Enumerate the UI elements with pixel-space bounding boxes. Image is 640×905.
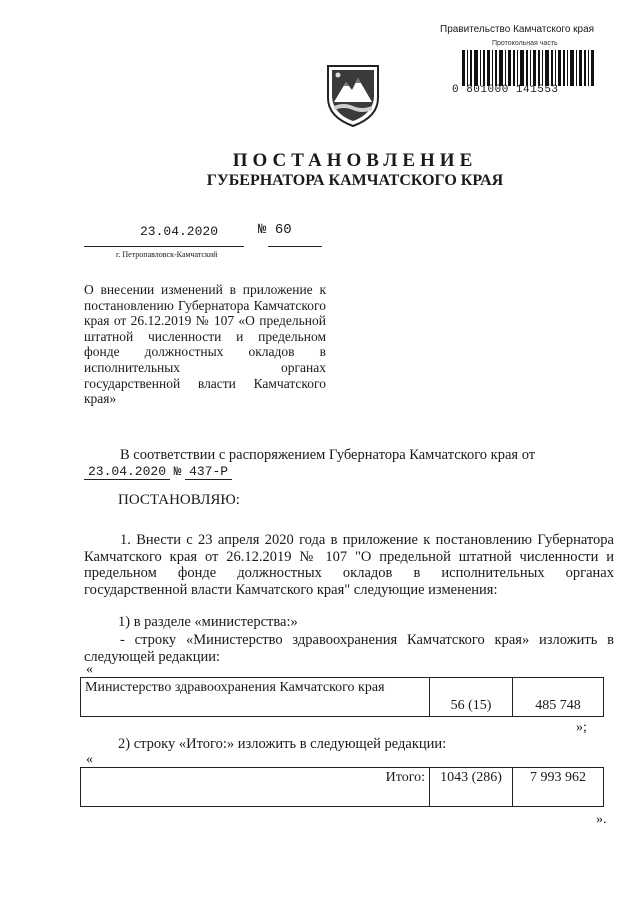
reference-number: 437-Р [185,464,232,480]
table-cell-staff: 1043 (286) [430,768,513,807]
date-underline [84,246,244,247]
open-quote-2: « [86,752,93,767]
document-number [258,222,292,238]
barcode-icon [462,50,594,86]
intro-paragraph: В соответствии с распоряжением Губернатора Камчатского края от [120,447,536,463]
document-subject: О внесении изменений в приложение к постановлению Губернатора Камчатского края от 26.12.2019 № 107 «О предельной штатной численности и предельном фонде должностных окладов в исполнительных органах государственной власти Камчатского края» [84,282,326,407]
document-subtitle: ГУБЕРНАТОРА КАМЧАТСКОГО КРАЯ [206,172,504,189]
table-cell-label: Итого: [81,768,430,807]
table-cell-staff: 56 (15) [430,678,513,717]
reference-line [84,463,232,480]
stamp-organization: Правительство Камчатского края [440,24,595,35]
decree-heading: ПОСТАНОВЛЯЮ: [118,492,240,508]
table-cell-name: Министерство здравоохранения Камчатского края [81,678,430,717]
number-value: 60 [274,222,292,238]
city: г. Петропавловск-Камчатский [116,250,218,259]
close-quote-1: »; [576,720,587,735]
number-prefix: № [258,222,267,238]
document-title: ПОСТАНОВЛЕНИЕ [232,150,478,171]
table-ministry [80,677,604,717]
number-underline [268,246,322,247]
item-1: 1. Внести с 23 апреля 2020 года в приложение к постановлению Губернатора Камчатского края от 26.12.2019 № 107 "О предельной штатной численности и предельном фонде должностных окладов в исполнительных органах государственной власти Камчатского края" следующие изменения: [84,532,614,598]
kamchatka-coat-of-arms-icon [324,62,382,128]
subitem-1-line: - строку «Министерство здравоохранения Камчатского края» изложить в следующей редакции: [84,632,614,665]
subitem-1: 1) в разделе «министерства:» [118,614,298,630]
subitem-2: 2) строку «Итого:» изложить в следующей редакции: [118,736,447,752]
table-row [81,768,604,807]
document-date: 23.04.2020 [140,224,219,239]
stamp-part: Протокольная часть [492,40,558,47]
reference-number-prefix: № [173,464,182,479]
close-quote-2: ». [596,812,607,827]
open-quote-1: « [86,662,93,677]
reference-date: 23.04.2020 [84,464,170,480]
table-total [80,767,604,807]
table-cell-fund: 485 748 [513,678,604,717]
barcode-number: 0 801000 141553 [452,84,559,96]
table-cell-fund: 7 993 962 [513,768,604,807]
table-row [81,678,604,717]
